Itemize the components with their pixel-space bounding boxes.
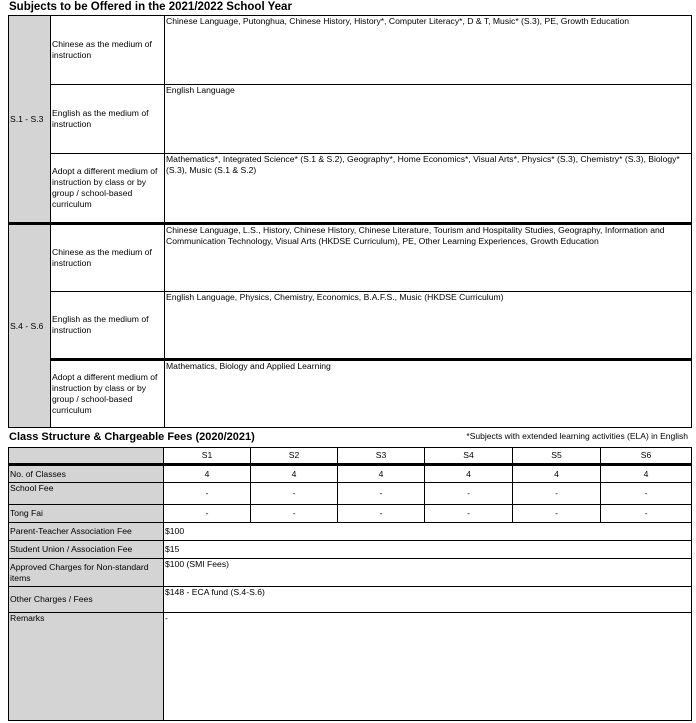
- column-header: S1: [164, 448, 251, 465]
- medium-label: Chinese as the medium of instruction: [51, 16, 165, 85]
- column-header: S3: [338, 448, 425, 465]
- column-header: S5: [513, 448, 601, 465]
- medium-label: English as the medium of instruction: [51, 85, 165, 154]
- table-cell: 4: [251, 465, 338, 483]
- table-cell: -: [338, 483, 425, 505]
- subject-list: Mathematics, Biology and Applied Learning: [165, 360, 692, 428]
- row-label: No. of Classes: [9, 465, 164, 483]
- table-cell: 4: [601, 465, 692, 483]
- table-cell: -: [513, 505, 601, 523]
- medium-label: Adopt a different medium of instruction by class or by group / school-based curriculum: [51, 360, 165, 428]
- section-title-fees: Class Structure & Chargeable Fees (2020/2021): [9, 431, 255, 443]
- row-label: Student Union / Association Fee: [9, 541, 164, 559]
- table-cell: 4: [425, 465, 513, 483]
- column-header: S2: [251, 448, 338, 465]
- subjects-table: [8, 15, 692, 428]
- fee-value: $148 - ECA fund (S.4-S.6): [164, 587, 692, 613]
- subject-list: Chinese Language, Putonghua, Chinese History, History*, Computer Literacy*, D & T, Music* (S.3), PE, Growth Education: [165, 16, 692, 85]
- medium-label: Adopt a different medium of instruction by class or by group / school-based curriculum: [51, 154, 165, 224]
- table-cell: 4: [164, 465, 251, 483]
- level-label: S.4 - S.6: [9, 224, 51, 428]
- row-label: Tong Fai: [9, 505, 164, 523]
- level-label: S.1 - S.3: [9, 16, 51, 224]
- table-cell: -: [251, 505, 338, 523]
- table-cell: 4: [338, 465, 425, 483]
- subject-list: English Language: [165, 85, 692, 154]
- row-label: Parent-Teacher Association Fee: [9, 523, 164, 541]
- row-label: Approved Charges for Non-standard items: [9, 559, 164, 587]
- column-header: S6: [601, 448, 692, 465]
- row-label: School Fee: [9, 483, 164, 505]
- header-blank: [9, 448, 164, 465]
- table-cell: -: [425, 483, 513, 505]
- remarks-value: -: [164, 613, 692, 721]
- subject-list: English Language, Physics, Chemistry, Economics, B.A.F.S., Music (HKDSE Curriculum): [165, 292, 692, 360]
- row-label: Other Charges / Fees: [9, 587, 164, 613]
- table-cell: 4: [513, 465, 601, 483]
- fees-table: [8, 447, 692, 721]
- fee-value: $100: [164, 523, 692, 541]
- ela-note: *Subjects with extended learning activities (ELA) in English: [466, 431, 688, 441]
- table-cell: -: [425, 505, 513, 523]
- table-cell: -: [251, 483, 338, 505]
- table-cell: -: [601, 505, 692, 523]
- subject-list: Mathematics*, Integrated Science* (S.1 & S.2), Geography*, Home Economics*, Visual Arts*, Physics* (S.3), Chemistry* (S.3), Biology* (S.3), Music (S.1 & S.2): [165, 154, 692, 224]
- column-header: S4: [425, 448, 513, 465]
- subject-list: Chinese Language, L.S., History, Chinese History, Chinese Literature, Tourism and Hospitality Studies, Geography, Information and Communication Technology, Visual Arts (HKDSE Curriculum), PE, Other Learning Experiences, Growth Education: [165, 224, 692, 292]
- row-label: Remarks: [9, 613, 164, 721]
- table-cell: -: [164, 483, 251, 505]
- table-cell: -: [164, 505, 251, 523]
- section-title-subjects: Subjects to be Offered in the 2021/2022 School Year: [9, 1, 292, 13]
- fee-value: $15: [164, 541, 692, 559]
- medium-label: Chinese as the medium of instruction: [51, 224, 165, 292]
- medium-label: English as the medium of instruction: [51, 292, 165, 360]
- table-cell: -: [601, 483, 692, 505]
- table-cell: -: [338, 505, 425, 523]
- table-cell: -: [513, 483, 601, 505]
- fee-value: $100 (SMI Fees): [164, 559, 692, 587]
